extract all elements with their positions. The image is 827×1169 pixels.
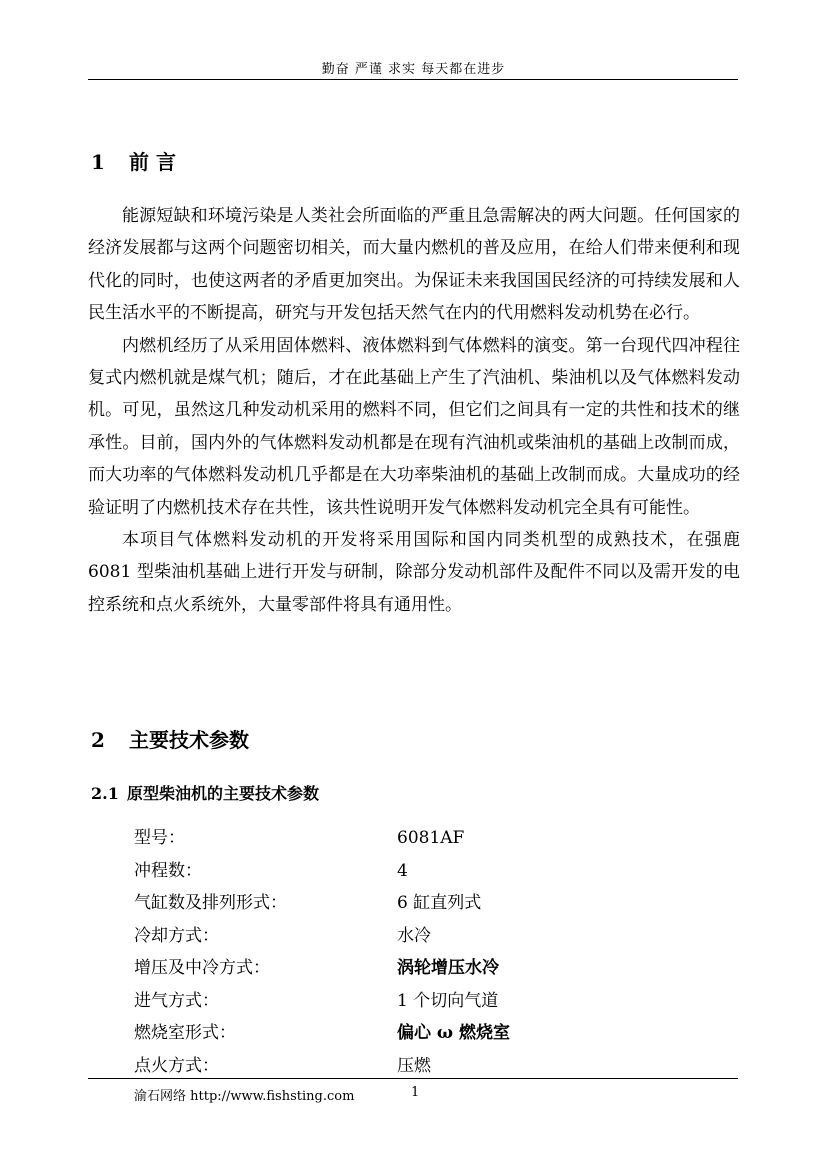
header-motto: 勤奋 严谨 求实 每天都在进步 <box>321 62 506 77</box>
parameter-value: 水冷 <box>397 925 431 946</box>
parameter-row <box>134 952 654 985</box>
parameter-label: 型号： <box>134 828 185 848</box>
section-1-number: 1 <box>91 150 105 174</box>
parameter-row <box>134 855 654 888</box>
parameter-value: 4 <box>397 860 408 881</box>
parameter-row <box>134 920 654 953</box>
parameter-label: 点火方式： <box>134 1055 219 1076</box>
parameter-label: 增压及中冷方式： <box>134 958 270 978</box>
footer-divider <box>88 1078 738 1079</box>
parameter-label: 冲程数： <box>134 860 202 881</box>
footer-source: 渝石网络 http://www.fishsting.com <box>134 1089 355 1104</box>
parameter-row <box>134 887 654 920</box>
header-divider <box>88 79 738 80</box>
parameter-value: 1 个切向气道 <box>397 990 499 1011</box>
parameter-label: 燃烧室形式： <box>134 1023 236 1043</box>
parameter-value: 涡轮增压水冷 <box>397 958 499 978</box>
parameter-value: 6081AF <box>397 828 465 848</box>
parameter-label: 进气方式： <box>134 990 219 1011</box>
parameter-row <box>134 822 654 855</box>
section-1-body <box>88 200 740 621</box>
section-2-number: 2 <box>91 728 105 752</box>
subsection-title: 原型柴油机的主要技术参数 <box>127 784 320 803</box>
parameter-value: 压燃 <box>397 1055 431 1076</box>
parameter-row <box>134 985 654 1018</box>
parameter-list <box>134 822 654 1082</box>
section-2-heading <box>91 724 249 753</box>
page-number: 1 <box>411 1085 420 1100</box>
parameter-label: 冷却方式： <box>134 925 219 946</box>
subsection-2-1-heading <box>91 781 319 804</box>
subsection-number: 2.1 <box>91 784 119 803</box>
paragraph: 能源短缺和环境污染是人类社会所面临的严重且急需解决的两大问题。任何国家的经济发展都与这两个问题密切相关，而大量内燃机的普及应用，在给人们带来便利和现代化的同时，也使这两者的矛盾更加突出。为保证未来我国国民经济的可持续发展和人民生活水平的不断提高，研究与开发包括天然气在内的代用燃料发动机势在必行。 <box>88 206 740 324</box>
section-2-title: 主要技术参数 <box>129 728 249 752</box>
parameter-value: 偏心 ω 燃烧室 <box>397 1023 511 1043</box>
paragraph: 内燃机经历了从采用固体燃料、液体燃料到气体燃料的演变。第一台现代四冲程往复式内燃机就是煤气机；随后，才在此基础上产生了汽油机、柴油机以及气体燃料发动机。可见，虽然这几种发动机采用的燃料不同，但它们之间具有一定的共性和技术的继承性。目前，国内外的气体燃料发动机都是在现有汽油机或柴油机的基础上改制而成，而大功率的气体燃料发动机几乎都是在大功率柴油机的基础上改制而成。大量成功的经验证明了内燃机技术存在共性，该共性说明开发气体燃料发动机完全具有可能性。 <box>88 335 740 518</box>
parameter-label: 气缸数及排列形式： <box>134 893 287 913</box>
section-1-heading <box>91 146 176 175</box>
parameter-value: 6 缸直列式 <box>397 893 482 913</box>
section-1-title: 前 言 <box>129 150 176 174</box>
paragraph: 本项目气体燃料发动机的开发将采用国际和国内同类机型的成熟技术，在强鹿 6081 型柴油机基础上进行开发与研制，除部分发动机部件及配件不同以及需开发的电控系统和点火系统外，大量零部件将具有通用性。 <box>88 530 740 615</box>
parameter-row <box>134 1017 654 1050</box>
